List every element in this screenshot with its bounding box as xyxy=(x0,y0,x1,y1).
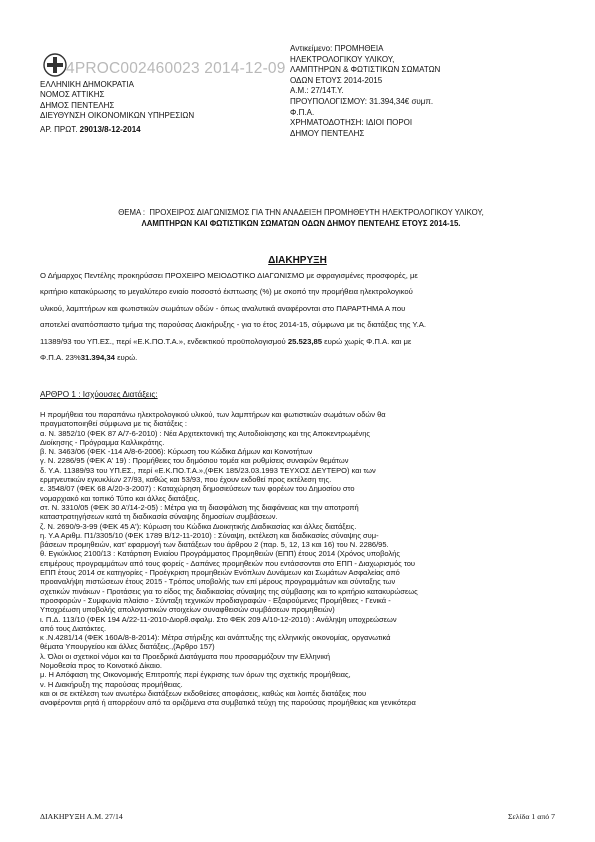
info-line: ΠΡΟΥΠΟΛΟΓΙΣΜΟΥ: 31.394,34€ συμπ. xyxy=(290,96,434,106)
list-item: και οι σε εκτέλεση των ανωτέρω διατάξεων εκδοθείσες αποφάσεις, καθώς και λοιπές διατάξεις που xyxy=(40,688,367,698)
subject-heading: ΘΕΜΑ : ΠΡΟΧΕΙΡΟΣ ΔΙΑΓΩΝΙΣΜΟΣ ΓΙΑ ΤΗΝ ΑΝΑΔΕΙΞΗ ΠΡΟΜΗΘΕΥΤΗ ΗΛΕΚΤΡΟΛΟΓΙΚΟΥ ΥΛΙΚΟΥ, ΛΑΜΠΤΗΡΩΝ ΚΑΙ ΦΩΤΙΣΤΙΚΩΝ ΣΩΜΑΤΩΝ ΟΔΩΝ ΔΗΜΟΥ ΠΕΝΤΕΛΗΣ ΕΤΟΥΣ 2014-15. xyxy=(118,208,484,228)
list-item: ι. Π.Δ. 113/10 (ΦΕΚ 194 Α/22-11-2010-Διορθ.σφαλμ. Στο ΦΕΚ 209 Α/10-12-2010) : Ανάληψη υποχρεώσεων xyxy=(40,614,397,624)
list-item: θ. Εγκύκλιος 2100/13 : Κατάρτιση Ενιαίου Προγράμματος Προμηθειών (ΕΠΠ) έτους 2014 (Χρόνος υποβολής xyxy=(40,549,400,559)
info-line: ΛΑΜΠΤΗΡΩΝ & ΦΩΤΙΣΤΙΚΩΝ ΣΩΜΑΤΩΝ xyxy=(290,65,441,75)
list-item: προαναλήψη πιστώσεων έτους 2015 - Τρόπος υποβολής των επί μέρους προγραμμάτων και σύνταξης των xyxy=(40,577,396,587)
list-item: β. Ν. 3463/06 (ΦΕΚ -114 Α/8-6-2006): Κύρωση του Κώδικα Δήμων και Κοινοτήτων xyxy=(40,447,313,457)
list-item: λ. Όλοι οι σχετικοί νόμοι και τα Προεδρικά Διατάγματα που προσαρμόζουν την Ελληνική xyxy=(40,651,331,661)
list-item: ζ. Ν. 2690/9-3-99 (ΦΕΚ 45 Α'): Κύρωση του Κώδικα Διοικητικής Διαδικασίας και άλλες διατάξεις. xyxy=(40,521,357,531)
list-item: θέματα Υπουργείου και άλλες διατάξεις.,(Άρθρο 157) xyxy=(40,642,215,652)
list-item: κ .Ν.4281/14 (ΦΕΚ 160Α/8-8-2014): Μέτρα στήριξης και ανάπτυξης της ελληνικής οικονομίας, οργανωτικά xyxy=(40,633,391,643)
list-item: Νομοθεσία προς το Κοινοτικό Δίκαιο. xyxy=(40,661,163,671)
issuer-block xyxy=(40,80,194,135)
list-item: καταστρατηγήσεων κατά τη διαδικασία σύναψης δημοσίων συμβάσεων. xyxy=(40,512,278,522)
protocol-number: ΑΡ. ΠΡΩΤ. 29013/8-12-2014 xyxy=(40,124,141,134)
list-item: η. Υ.Α Αριθμ. Π1/3305/10 (ΦΕΚ 1789 Β/12-11-2010) : Σύναψη, εκτέλεση και διαδικασίες σύναψης συμ- xyxy=(40,530,379,540)
list-item: Υποχρέωση υποβολής απολογιστικών στοιχείων συναφθεισών συμβάσεων προμηθειών) xyxy=(40,605,335,615)
list-item: επιμέρους προγραμμάτων από τους φορείς - Δαπάνες προμηθειών που εντάσσονται στο ΕΠΠ - Διαχωρισμός του xyxy=(40,558,416,568)
list-item: από τους Διατάκτες. xyxy=(40,623,107,633)
list-item: ν. Η Διακήρυξη της παρούσας προμήθειας. xyxy=(40,679,183,689)
info-line: Φ.Π.Α. xyxy=(290,107,315,117)
list-item: α. Ν. 3852/10 (ΦΕΚ 87 Α/7-6-2010) : Νέα Αρχιτεκτονική της Αυτοδιοίκησης και της Αποκεντρωμένης xyxy=(40,428,371,438)
list-item: ερμηνευτικών εγκυκλίων 27/93, καθώς και 53/93, που έχουν εκδοθεί προς εκτέλεση της. xyxy=(40,475,332,485)
document-watermark: 4PROC002460023 2014-12-09 xyxy=(66,60,286,77)
list-item: ε. 3548/07 (ΦΕΚ 68 Α/20-3-2007) : Καταχώρηση δημοσιεύσεων των φορέων του Δημοσίου στο xyxy=(40,484,355,494)
list-item: προσφορών - Συμφωνία πλαίσιο - Σύνταξη τεχνικών προδιαγραφών - Εξαιρούμενες Προμήθειες - Γενικά - xyxy=(40,595,391,605)
list-item: ΕΠΠ έτους 2014 σε κατηγορίες - Προέγκριση προμηθειών Ενόπλων Δυνάμεων και Σωμάτων Ασφαλείας από xyxy=(40,568,400,578)
issuer-line: ΕΛΛΗΝΙΚΗ ΔΗΜΟΚΡΑΤΙΑ xyxy=(40,80,134,89)
page-title: ΔΙΑΚΗΡΥΞΗ xyxy=(268,255,327,266)
subject-info-block xyxy=(290,44,440,139)
intro-paragraph: Ο Δήμαρχος Πεντέλης προκηρύσσει ΠΡΟΧΕΙΡΟ ΜΕΙΟΔΟΤΙΚΟ ΔΙΑΓΩΝΙΣΜΟ με σφραγισμένες προσφορές, με κριτήριο κατακύρωσης το μεγαλύτερο ενιαίο ποσοστό έκπτωσης (%) με σκοπό την προμήθεια ηλεκτρολογικού υλικού, λαμπτήρων και φωτιστικών σωμάτων οδών - όπως αναλυτικά αναφέρονται στο ΠΑΡΑΡΤΗΜΑ Α που αποτελεί αναπόσπαστο τμήμα της παρούσας Διακήρυξης - για το έτος 2014-15, σύμφωνα με τις διατάξεις της Υ.Α. 11389/93 του ΥΠ.ΕΣ., περί «Ε.Κ.ΠΟ.Τ.Α.», ενδεικτικού προϋπολογισμού 25.523,85 ευρώ χωρίς Φ.Π.Α. και με Φ.Π.Α. 23%31.394,34 ευρώ. xyxy=(40,271,426,363)
list-item: αναφέρονται ρητά ή απορρέουν από τα οριζόμενα στα συμβατικά τεύχη της παρούσας προμήθειας και γενικότερα xyxy=(40,698,416,708)
page-number: Σελίδα 1 από 7 xyxy=(507,812,555,821)
list-item: μ. Η Απόφαση της Οικονομικής Επιτροπής περί έγκρισης των όρων της σχετικής προμήθειας, xyxy=(40,670,351,680)
provisions-list xyxy=(40,410,555,708)
issuer-line: ΝΟΜΟΣ ΑΤΤΙΚΗΣ xyxy=(40,90,105,100)
list-item: πραγματοποιηθεί σύμφωνα με τις διατάξεις : xyxy=(40,419,187,429)
info-line: ΧΡΗΜΑΤΟΔΟΤΗΣΗ: ΙΔΙΟΙ ΠΟΡΟΙ xyxy=(290,118,413,128)
article-heading: ΑΡΘΡΟ 1 : Ισχύουσες Διατάξεις: xyxy=(40,390,158,399)
list-item: στ. Ν. 3310/05 (ΦΕΚ 30 Α'/14-2-05) : Μέτρα για τη διασφάλιση της διαφάνειας και την αποτροπή xyxy=(40,502,359,512)
list-item: βάσεων προμηθειών, κατ' εφαρμογή των διατάξεων του άρθρου 2 (παρ. 5, 12, 13 και 16) του Ν. 2286/95. xyxy=(40,540,389,550)
list-item: Διοίκησης - Πρόγραμμα Καλλικράτης. xyxy=(40,437,165,447)
info-line: Α.Μ.: 27/14Τ.Υ. xyxy=(290,86,344,96)
info-line: ΟΔΩΝ ΕΤΟΥΣ 2014-2015 xyxy=(290,75,383,85)
issuer-line: ΔΙΕΥΘΥΝΣΗ ΟΙΚΟΝΟΜΙΚΩΝ ΥΠΗΡΕΣΙΩΝ xyxy=(40,111,195,121)
info-line: ΗΛΕΚΤΡΟΛΟΓΙΚΟΥ ΥΛΙΚΟΥ, xyxy=(290,54,395,64)
list-item: δ. Υ.Α. 11389/93 του ΥΠ.ΕΣ., περί «Ε.Κ.ΠΟ.Τ.Α.»,(ΦΕΚ 185/23.03.1993 ΤΕΥΧΟΣ ΔΕΥΤΕΡΟ) και των xyxy=(40,465,376,475)
footer-reference: ΔΙΑΚΗΡΥΞΗ Α.Μ. 27/14 xyxy=(40,812,123,821)
info-line: Αντικείμενο: ΠΡΟΜΗΘΕΙΑ xyxy=(290,44,384,53)
list-item: Η προμήθεια του παραπάνω ηλεκτρολογικού υλικού, των λαμπτήρων και φωτιστικών σωμάτων οδών θα xyxy=(40,410,386,419)
list-item: σχετικών πινάκων - Προτάσεις για το είδος της διαδικασίας σύναψης της σύμβασης και το κριτήριο κατακυρώσεως xyxy=(40,586,418,596)
list-item: γ. Ν. 2286/95 (ΦΕΚ Α' 19) : Προμήθειες του δημόσιου τομέα και ρυθμίσεις συναφών θεμάτων xyxy=(40,456,349,466)
list-item: νομαρχιακό και τοπικό Τύπο και άλλες διατάξεις. xyxy=(40,493,200,503)
info-line: ΔΗΜΟΥ ΠΕΝΤΕΛΗΣ xyxy=(290,128,365,138)
issuer-line: ΔΗΜΟΣ ΠΕΝΤΕΛΗΣ xyxy=(40,100,115,110)
